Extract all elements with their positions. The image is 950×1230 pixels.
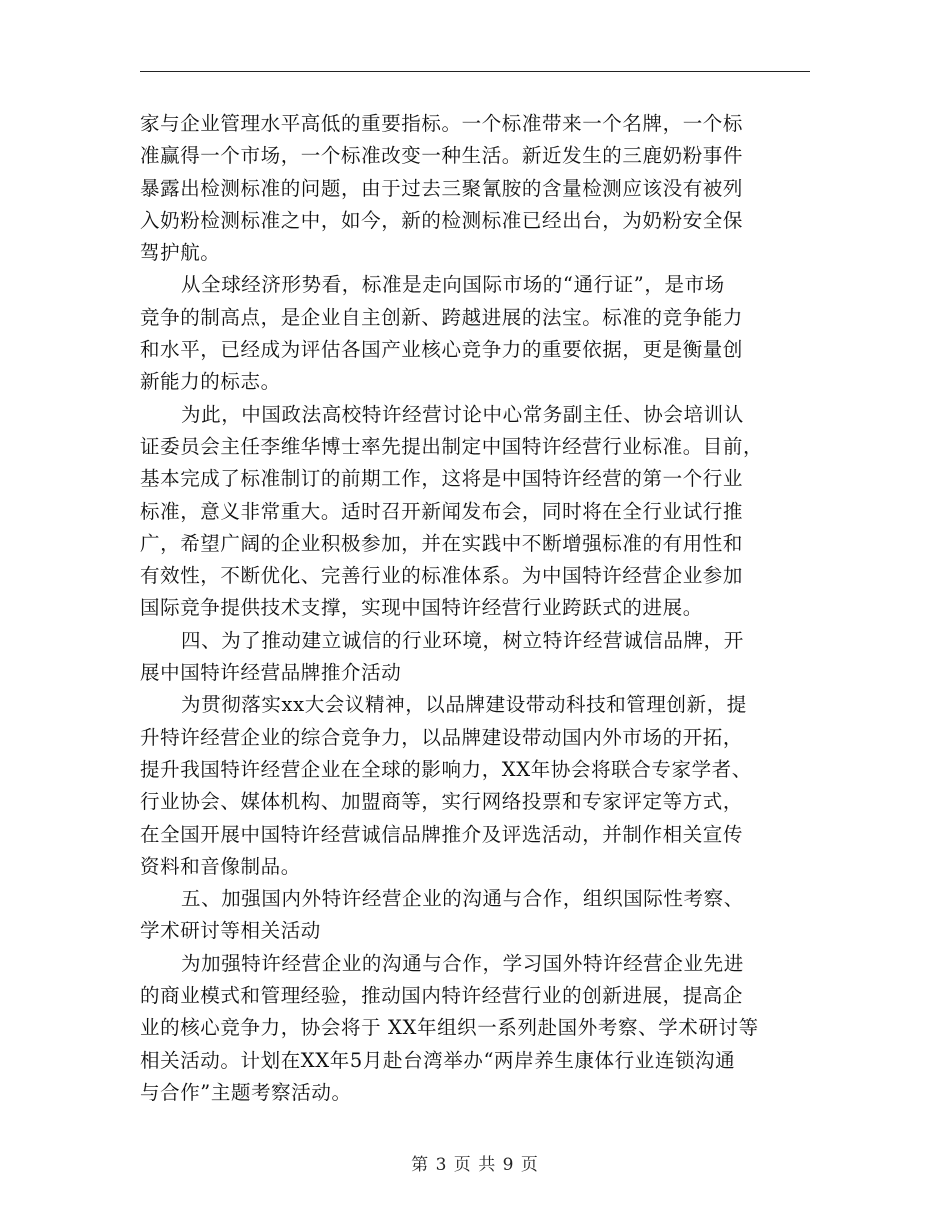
text-line: 国际竞争提供技术支撑，实现中国特许经营行业跨跃式的进展。 bbox=[140, 596, 703, 620]
text-line: 新能力的标志。 bbox=[140, 370, 281, 394]
text-line: 驾护航。 bbox=[140, 241, 221, 265]
text-line: 资料和音像制品。 bbox=[140, 854, 301, 878]
text-line: 升特许经营企业的综合竞争力，以品牌建设带动国内外市场的开拓， bbox=[140, 725, 744, 749]
text-line: 业的核心竞争力，协会将于 XX年组织一系列赴国外考察、学术研讨等 bbox=[140, 1016, 759, 1040]
text-line: 与合作”主题考察活动。 bbox=[140, 1080, 352, 1104]
text-line: 有效性，不断优化、完善行业的标准体系。为中国特许经营企业参加 bbox=[140, 564, 744, 588]
text-line: 相关活动。计划在XX年5月赴台湾举办“两岸养生康体行业连锁沟通 bbox=[140, 1048, 736, 1072]
text-line: 提升我国特许经营企业在全球的影响力，XX年协会将联合专家学者、 bbox=[140, 757, 752, 781]
text-line: 展中国特许经营品牌推介活动 bbox=[140, 661, 402, 685]
text-line: 竞争的制高点，是企业自主创新、跨越进展的法宝。标准的竞争能力 bbox=[140, 305, 744, 329]
text-line: 在全国开展中国特许经营诚信品牌推介及评选活动，并制作相关宣传 bbox=[140, 822, 744, 846]
text-line: 家与企业管理水平高低的重要指标。一个标准带来一个名牌，一个标 bbox=[140, 112, 744, 135]
text-line: 和水平，已经成为评估各国产业核心竞争力的重要依据，更是衡量创 bbox=[140, 338, 744, 362]
paragraph-first-line: 为加强特许经营企业的沟通与合作，学习国外特许经营企业先进 bbox=[181, 951, 744, 975]
text-line: 暴露出检测标准的问题，由于过去三聚氰胺的含量检测应该没有被列 bbox=[140, 176, 744, 200]
text-line: 学术研讨等相关活动 bbox=[140, 919, 321, 943]
text-line: 的商业模式和管理经验，推动国内特许经营行业的创新进展，提高企 bbox=[140, 984, 744, 1008]
text-line: 准赢得一个市场，一个标准改变一种生活。新近发生的三鹿奶粉事件 bbox=[140, 144, 744, 168]
paragraph-first-line: 五、加强国内外特许经营企业的沟通与合作，组织国际性考察、 bbox=[181, 887, 744, 911]
text-line: 标准，意义非常重大。适时召开新闻发布会，同时将在全行业试行推 bbox=[140, 499, 744, 523]
paragraph-first-line: 为此，中国政法高校特许经营讨论中心常务副主任、协会培训认 bbox=[181, 402, 744, 426]
paragraph-first-line: 从全球经济形势看，标准是走向国际市场的“通行证”，是市场 bbox=[181, 273, 725, 297]
page-number-footer: 第 3 页 共 9 页 bbox=[411, 1155, 539, 1175]
header-rule bbox=[140, 71, 810, 72]
document-body bbox=[140, 108, 820, 1109]
text-line: 证委员会主任李维华博士率先提出制定中国特许经营行业标准。目前， bbox=[140, 434, 764, 458]
paragraph-first-line: 四、为了推动建立诚信的行业环境，树立特许经营诚信品牌，开 bbox=[181, 628, 744, 652]
paragraph-first-line: 为贯彻落实xx大会议精神，以品牌建设带动科技和管理创新，提 bbox=[181, 693, 747, 717]
text-line: 入奶粉检测标准之中，如今，新的检测标准已经出台，为奶粉安全保 bbox=[140, 208, 744, 232]
text-line: 广，希望广阔的企业积极参加，并在实践中不断增强标准的有用性和 bbox=[140, 531, 744, 555]
text-line: 行业协会、媒体机构、加盟商等，实行网络投票和专家评定等方式， bbox=[140, 790, 744, 814]
text-line: 基本完成了标准制订的前期工作，这将是中国特许经营的第一个行业 bbox=[140, 467, 744, 491]
